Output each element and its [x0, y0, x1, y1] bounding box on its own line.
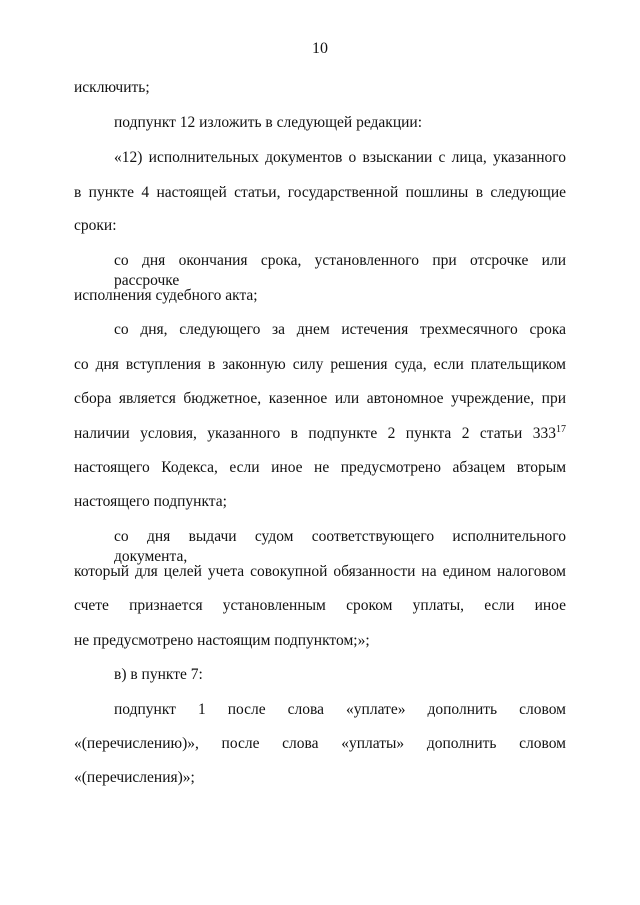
- text-line-11: [74, 424, 566, 444]
- text-line-1: исключить;: [74, 79, 150, 96]
- text-line-10: сбора является бюджетное, казенное или автономное учреждение, при: [74, 390, 566, 407]
- text-line-11-main: наличии условия, указанного в подпункте 2 пункта 2 статьи 333: [74, 425, 556, 442]
- text-line-6: со дня окончания срока, установленного при отсрочке или рассрочке: [114, 252, 566, 289]
- text-line-17: не предусмотрено настоящим подпунктом;»;: [74, 632, 370, 649]
- text-line-7: исполнения судебного акта;: [74, 287, 258, 304]
- text-line-8: со дня, следующего за днем истечения трехмесячного срока: [114, 321, 566, 338]
- text-line-20: «(перечислению)», после слова «уплаты» дополнить словом: [74, 735, 566, 752]
- page-number: 10: [312, 40, 328, 57]
- text-line-14: со дня выдачи судом соответствующего исполнительного документа,: [114, 528, 566, 565]
- text-line-15: который для целей учета совокупной обязанности на едином налоговом: [74, 563, 566, 580]
- text-line-3: «12) исполнительных документов о взыскании с лица, указанного: [114, 149, 566, 166]
- article-superscript: 17: [556, 424, 566, 435]
- text-line-13: настоящего подпункта;: [74, 493, 227, 510]
- text-line-5: сроки:: [74, 217, 117, 234]
- text-line-2: подпункт 12 изложить в следующей редакции:: [114, 114, 423, 131]
- text-line-18: в) в пункте 7:: [114, 666, 203, 683]
- text-line-9: со дня вступления в законную силу решения суда, если плательщиком: [74, 356, 566, 373]
- text-line-19: подпункт 1 после слова «уплате» дополнить словом: [114, 701, 566, 718]
- text-line-12: настоящего Кодекса, если иное не предусмотрено абзацем вторым: [74, 459, 566, 476]
- text-line-21: «(перечисления)»;: [74, 769, 195, 786]
- text-line-16: счете признается установленным сроком уплаты, если иное: [74, 597, 566, 614]
- text-line-4: в пункте 4 настоящей статьи, государственной пошлины в следующие: [74, 184, 566, 201]
